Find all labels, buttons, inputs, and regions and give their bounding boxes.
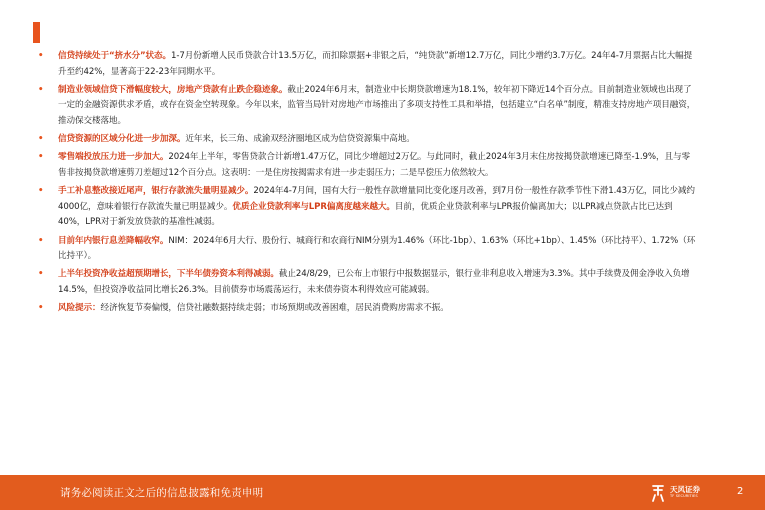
bullet-item (38, 150, 698, 181)
bullet-dot: • (38, 235, 44, 246)
disclaimer-text: 请务必阅读正文之后的信息披露和免责申明 (60, 487, 264, 499)
bullet-dot: • (38, 186, 44, 197)
bullet-text: 截止24/8/29，已公布上市银行中报数据显示，银行业非利息收入增速为3.3%。其中手续费及佣金净收入负增14.5%，但投资净收益同比增长26.3%。目前债券市场震荡运行，未来债券资本利得效应可能减弱。 (58, 269, 690, 295)
bullet-item (38, 267, 698, 298)
bullet-heading: 零售端投放压力进一步加大。 (58, 152, 169, 163)
bullet-heading: 信贷资源的区域分化进一步加深。 (58, 134, 186, 145)
bullet-dot: • (38, 134, 44, 145)
bullet-heading: 目前年内银行息差降幅收窄。 (58, 235, 169, 246)
bullet-item (38, 49, 698, 80)
bullet-text: 2024年上半年，零售贷款合计新增1.47万亿，同比少增超过2万亿。与此同时，截止2024年3月末住房按揭贷款增速已降至-1.9%，且与零售非按揭贷款增速剪刀差超过12个百分点。这表明：一是住房按揭需求有进一步走弱压力；二是早偿压力依然较大。 (58, 152, 690, 178)
bullet-dot: • (38, 152, 44, 163)
bullet-list (38, 49, 698, 319)
company-logo (650, 482, 720, 504)
bullet-text: 1-7月份新增人民币贷款合计13.5万亿，而扣除票据+非银之后，“纯贷款”新增12.7万亿，同比少增约3.7万亿。24年4-7月票据占比大幅提升至约42%，显著高于22-23年同期水平。 (58, 51, 693, 77)
bullet-dot: • (38, 51, 44, 61)
bullet-heading: 手工补息整改接近尾声，银行存款流失量明显减少。 (58, 186, 254, 197)
logo-icon (650, 483, 666, 503)
logo-name: 天风证券 (670, 485, 700, 494)
logo-subtitle: TF SECURITIES (670, 494, 698, 498)
footer-bar (0, 475, 765, 510)
page-number: 2 (737, 486, 744, 497)
bullet-text: 2024年4-7月间，国有大行一般性存款增量同比变化逐月改善，到7月份一般性存款季节性下滑1.43万亿，同比少减约4000亿，意味着银行存款流失量已明显减少。 (58, 186, 695, 212)
bullet-heading: 上半年投资净收益超预期增长，下半年债券资本利得减弱。 (58, 269, 279, 280)
bullet-item (38, 234, 698, 265)
title-accent-bar (33, 22, 40, 43)
bullet-heading-secondary: 优质企业贷款利率与LPR偏离度越来越大。 (232, 201, 395, 212)
bullet-dot: • (38, 303, 44, 314)
bullet-item (38, 83, 698, 130)
bullet-text: 截止2024年6月末，制造业中长期贷款增速为18.1%，较年初下降近14个百分点。目前制造业领域也出现了一定的金融资源供求矛盾，或存在资金空转现象。今年以来，监管当局针对房地产市场推出了多项支持性工具和举措，包括建立“白名单”制度，精准支持房地产项目融资，推动保交楼落地。 (58, 84, 696, 126)
bullet-dot: • (38, 84, 44, 95)
bullet-item (38, 184, 698, 231)
risk-warning-label: 风险提示： (58, 303, 101, 314)
bullet-dot: • (38, 269, 44, 280)
bullet-item (38, 301, 698, 317)
bullet-heading: 信贷持续处于“挤水分”状态。 (58, 51, 172, 61)
bullet-text-secondary: 目前，优质企业贷款利率与LPR报价偏离加大；以LPR减点贷款占比已达到40%，LPR对于新发放贷款的基准性减弱。 (58, 201, 673, 228)
risk-warning-text: 经济恢复节奏偏慢，信贷社融数据持续走弱；市场预期或改善困难，居民消费购房需求不振。 (100, 303, 449, 314)
bullet-heading: 制造业领域信贷下滑幅度较大，房地产贷款有止跌企稳迹象。 (58, 84, 288, 95)
bullet-text: NIM：2024年6月大行、股份行、城商行和农商行NIM分别为1.46%（环比-1bp）、1.63%（环比+1bp）、1.45%（环比持平）、1.72%（环比持平）。 (58, 235, 696, 262)
bullet-item (38, 132, 698, 148)
bullet-text: 近年来，长三角、成渝双经济圈地区成为信贷资源集中高地。 (185, 134, 415, 145)
